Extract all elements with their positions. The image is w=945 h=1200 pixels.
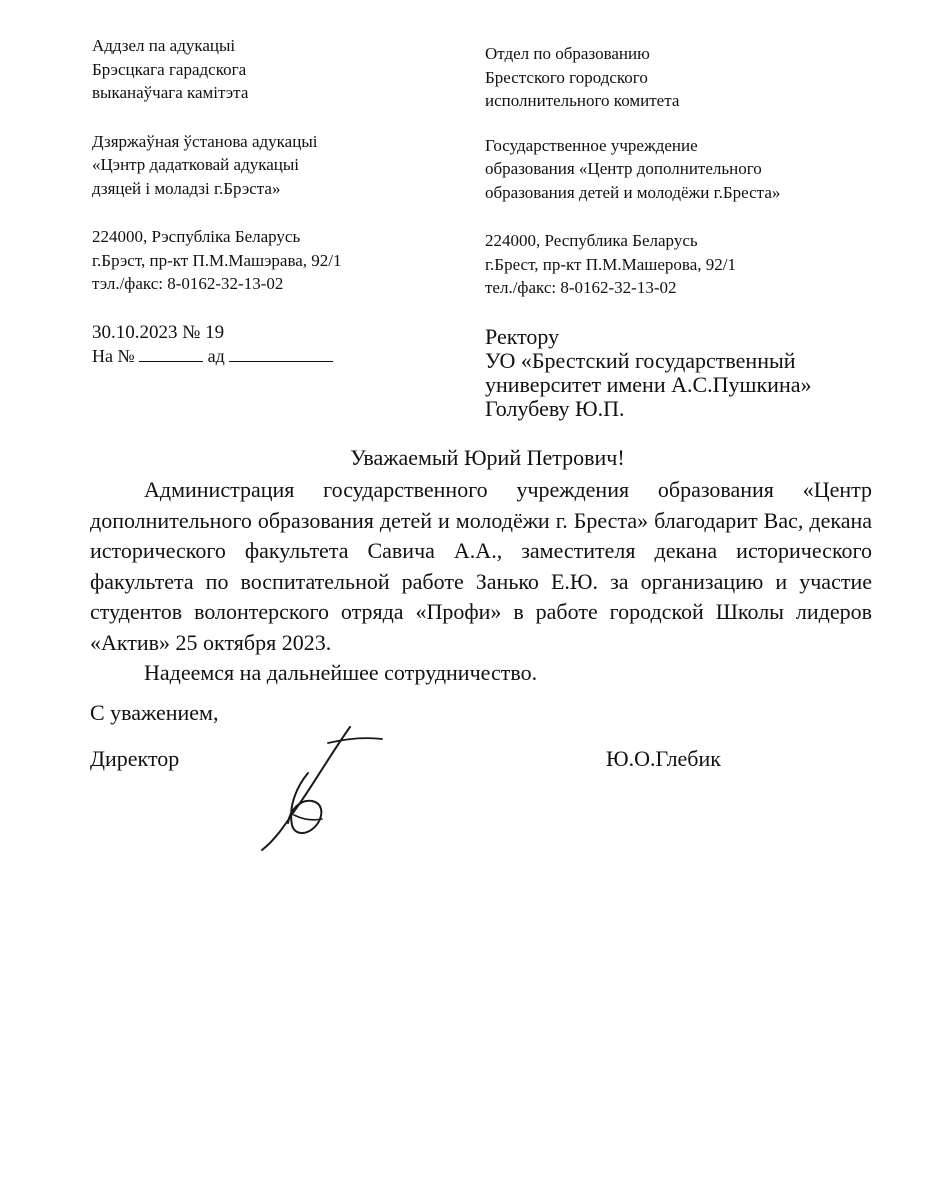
salutation: Уважаемый Юрий Петрович! xyxy=(350,445,625,470)
addressee-line: Ректору xyxy=(485,324,560,349)
header-line: Отдел по образованию xyxy=(485,44,650,63)
body-paragraph: Администрация государственного учреждения образования «Центр дополнительного образования детей и молодёжи г. Бреста» благодарит Вас, декана исторического факультета Савича А.А., заместителя декана исторического факультета по воспитательной работе Занько Е.Ю. за организацию и участие студентов волонтерского отряда «Профи» в работе городской Школы лидеров «Актив» 25 октября 2023. xyxy=(90,477,872,655)
handwritten-signature xyxy=(250,715,390,860)
header-left-institution xyxy=(92,130,342,201)
header-line: исполнительного комитета xyxy=(485,91,680,110)
header-line: «Цэнтр дадатковай адукацыі xyxy=(92,155,300,174)
blank-number-field xyxy=(139,344,203,362)
blank-date-field xyxy=(229,344,333,362)
header-line: выканаўчага камітэта xyxy=(92,83,249,102)
header-line: Дзяржаўная ўстанова адукацыі xyxy=(92,131,318,151)
header-right-department xyxy=(485,42,780,113)
header-line: тэл./факс: 8-0162-32-13-02 xyxy=(92,274,284,293)
closing-phrase: С уважением, xyxy=(90,700,219,725)
header-line: Аддзел па адукацыі xyxy=(92,36,236,55)
header-left-address xyxy=(92,225,342,296)
letter-body xyxy=(90,475,872,689)
header-line: образования детей и молодёжи г.Бреста» xyxy=(485,182,781,202)
in-reply-line xyxy=(92,344,342,368)
addressee-line: Голубеву Ю.П. xyxy=(485,396,625,421)
header-line: тел./факс: 8-0162-32-13-02 xyxy=(485,278,677,297)
header-line: г.Брест, пр-кт П.М.Машерова, 92/1 xyxy=(485,254,736,274)
addressee-block xyxy=(485,325,812,421)
header-line: Государственное учреждение xyxy=(485,135,698,155)
date-number: 30.10.2023 № 19 xyxy=(92,321,225,343)
body-paragraph: Надеемся на дальнейшее сотрудничество. xyxy=(144,660,538,685)
header-left-belarusian xyxy=(92,34,342,393)
in-reply-prefix: На № xyxy=(92,345,135,366)
header-left-department xyxy=(92,34,342,105)
signer-name: Ю.О.Глебик xyxy=(606,746,721,771)
header-right-russian xyxy=(485,42,780,325)
signer-title: Директор xyxy=(90,746,180,771)
header-line: г.Брэст, пр-кт П.М.Машэрава, 92/1 xyxy=(92,250,342,270)
header-line: дзяцей і моладзі г.Брэста» xyxy=(92,178,281,198)
header-line: 224000, Республика Беларусь xyxy=(485,231,698,250)
header-right-address xyxy=(485,229,780,300)
header-line: Брестского городского xyxy=(485,67,648,87)
header-line: 224000, Рэспубліка Беларусь xyxy=(92,227,301,246)
header-right-institution xyxy=(485,134,780,205)
header-line: Брэсцкага гарадскога xyxy=(92,59,247,79)
reference-block xyxy=(92,321,342,368)
in-reply-mid: ад xyxy=(207,345,225,366)
addressee-line: университет имени А.С.Пушкина» xyxy=(485,372,812,397)
addressee-line: УО «Брестский государственный xyxy=(485,348,796,373)
header-line: образования «Центр дополнительного xyxy=(485,159,762,178)
